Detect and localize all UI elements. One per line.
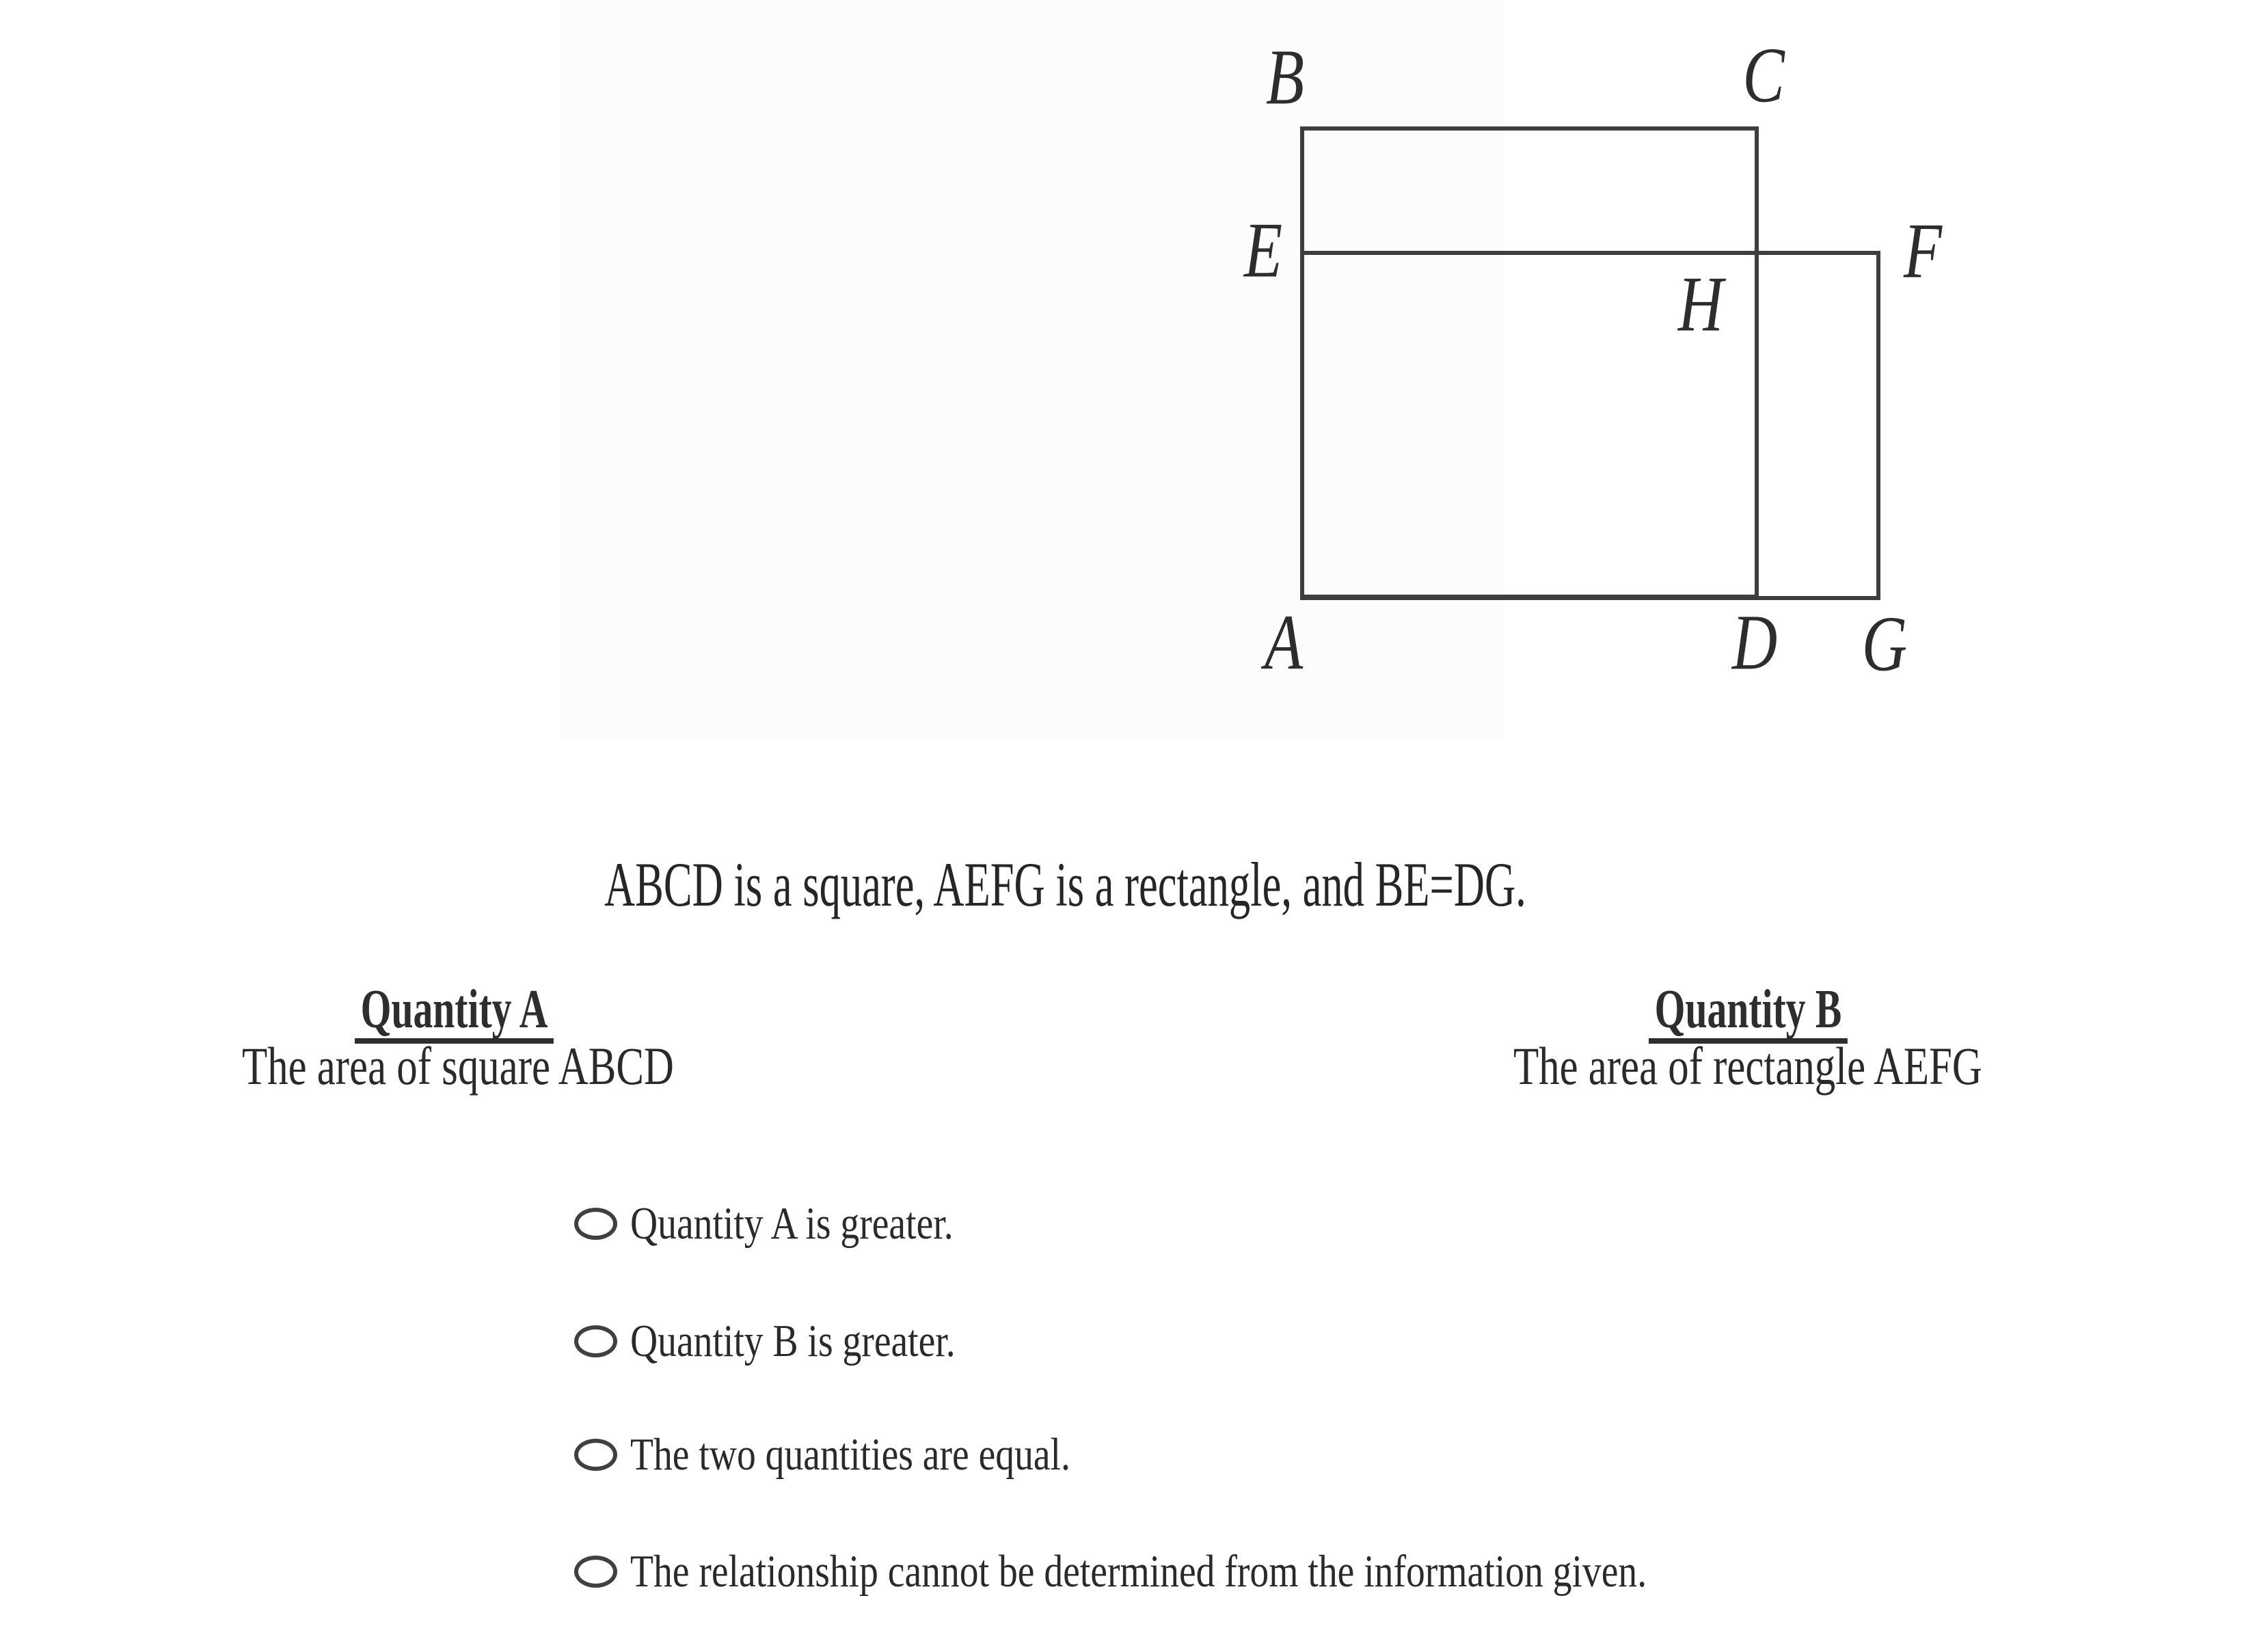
option-2-label[interactable]: Quantity B is greater. bbox=[630, 1315, 956, 1366]
vertex-label-f: F bbox=[1903, 207, 1943, 295]
option-3-label[interactable]: The two quantities are equal. bbox=[630, 1428, 1070, 1480]
option-1-label[interactable]: Quantity A is greater. bbox=[630, 1197, 954, 1249]
vertex-label-e: E bbox=[1243, 206, 1283, 294]
quantity-a-header bbox=[355, 979, 554, 1044]
vertex-label-c: C bbox=[1742, 31, 1785, 119]
radio-button-icon-option-4[interactable] bbox=[574, 1556, 617, 1588]
quantity-a-header-label: Quantity A bbox=[355, 982, 554, 1044]
radio-button-icon-option-3[interactable] bbox=[574, 1439, 617, 1471]
geometry-figure bbox=[561, 0, 1943, 738]
quantity-b-header bbox=[1649, 979, 1848, 1044]
quantity-b-header-label: Quantity B bbox=[1649, 982, 1848, 1044]
quantity-b-description: The area of rectangle AEFG bbox=[1513, 1036, 1982, 1096]
answer-option-1[interactable] bbox=[574, 1182, 1019, 1264]
answer-option-4[interactable] bbox=[574, 1530, 1855, 1612]
vertex-label-b: B bbox=[1265, 33, 1305, 121]
rectangle-aefg-outline bbox=[1300, 251, 1880, 600]
answer-option-2[interactable] bbox=[574, 1300, 1022, 1382]
problem-statement: ABCD is a square, AEFG is a rectangle, and BE=DG. bbox=[604, 850, 1526, 919]
radio-button-icon-option-1[interactable] bbox=[574, 1208, 617, 1240]
option-4-label[interactable]: The relationship cannot be determined from the information given. bbox=[630, 1545, 1647, 1597]
quantity-a-description: The area of square ABCD bbox=[242, 1036, 674, 1096]
vertex-label-h: H bbox=[1677, 260, 1724, 348]
radio-button-icon-option-2[interactable] bbox=[574, 1325, 617, 1357]
vertex-label-g: G bbox=[1861, 600, 1908, 688]
answer-option-3[interactable] bbox=[574, 1413, 1161, 1495]
vertex-label-d: D bbox=[1731, 599, 1778, 686]
vertex-label-a: A bbox=[1264, 599, 1304, 686]
